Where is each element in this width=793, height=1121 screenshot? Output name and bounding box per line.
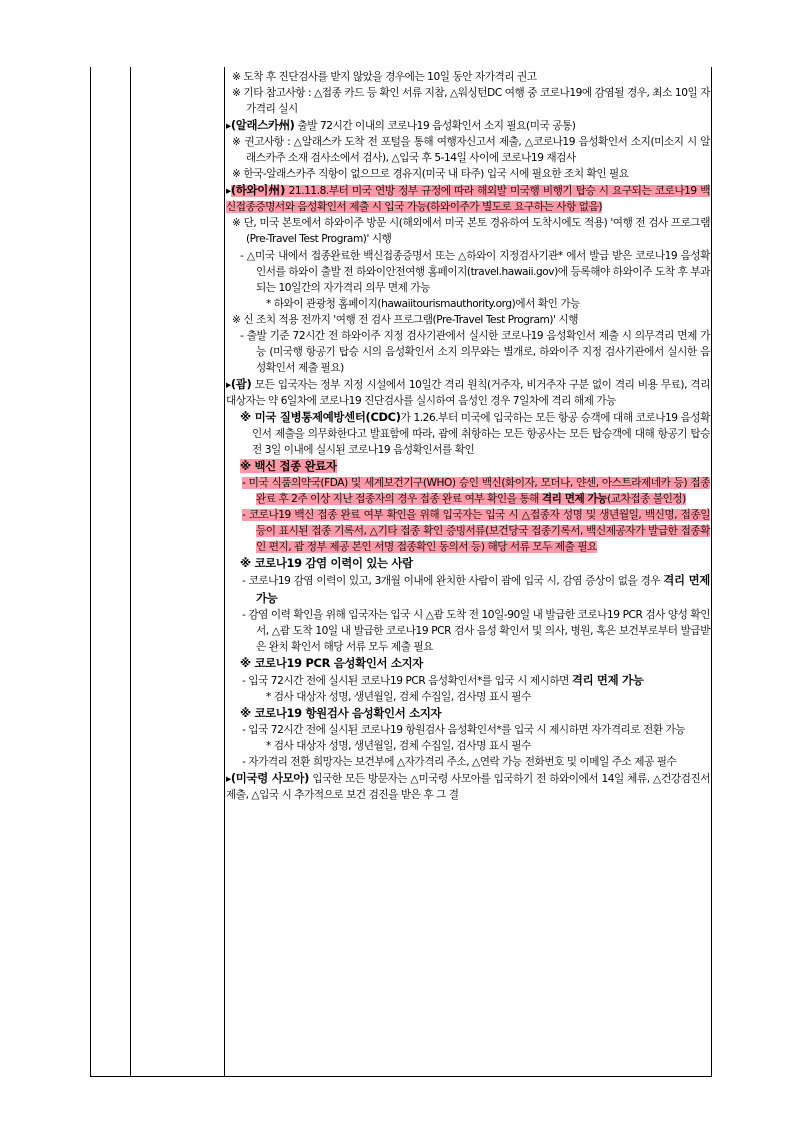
region-item-guam: ▸(괌) 모든 입국자는 정부 지정 시설에서 10일간 격리 원칙(거주자, 비거주자 구분 없이 격리 비용 무료), 격리 대상자는 약 6일차에 코로나19 진단검사를 실시하여 음성인 경우 7일차에 격리 해제 가능 — [226, 376, 710, 407]
column-divider-2 — [224, 67, 225, 1077]
section-heading-pcr: ※ 코로나19 PCR 음성확인서 소지자 — [240, 655, 424, 670]
footnote: * 검사 대상자 성명, 생년월일, 검체 수집일, 검사명 표시 필수 — [266, 739, 531, 752]
note-line: ※ 도착 후 진단검사를 받지 않았을 경우에는 10일 동안 자가격리 권고 — [232, 71, 537, 83]
footnote: * 하와이 관광청 홈페이지(hawaiitourismauthority.org)에서 확인 가능 — [266, 297, 580, 310]
sub-item: - 코로나19 백신 접종 완료 여부 확인을 위해 입국자는 입국 시 △접종자 성명 및 생년월일, 백신명, 접종일 등이 표시된 접종 기록서, △기타 접종 확인 증빙서류(보건당국 접종기록서, 백신제공자가 발급한 접종확인 편지, 괌 정부 제공 본인 서명 접종확인 동의서 등) 해당 서류 모두 제출 필요 — [242, 509, 710, 554]
note-line: ※ 한국-알래스카주 직항이 없으므로 경유지(미국 내 타주) 입국 시에 필요한 조치 확인 필요 — [232, 168, 629, 181]
column-divider-1 — [130, 67, 131, 1077]
region-item-alaska: ▸(알래스카州) 출발 72시간 이내의 코로나19 음성확인서 소지 필요(미국 공통) — [226, 118, 576, 133]
section-heading-infected: ※ 코로나19 감염 이력이 있는 사람 — [240, 556, 413, 571]
section-heading-vaccinated: ※ 백신 접종 완료자 — [240, 459, 337, 474]
note-line: ※ 기타 참고사항 : △접종 카드 등 확인 서류 지참, △워싱턴DC 여행 중 코로나19에 감염될 경우, 최소 10일 자가격리 실시 — [232, 87, 710, 116]
sub-item: - 출발 기준 72시간 전 하와이주 지정 검사기관에서 실시한 코로나19 음성확인서 제출 시 의무격리 면제 가능 (미국행 항공기 탑승 시의 음성확인서 소지 의무와는 별개로, 하와이주 지정 검사기관에서 실시한 음성확인서 제출 필요) — [240, 329, 710, 374]
cdc-note: ※ 미국 질병통제예방센터(CDC)가 1.26.부터 미국에 입국하는 모든 항공 승객에 대해 코로나19 음성확인서 제출을 의무화한다고 발표함에 따라, 괌에 취항하는 모든 항공사는 모든 탑승객에 대해 항공기 탑승 전 3일 이내에 실시된 코로나19 음성확인서를 확인 — [240, 409, 710, 457]
note-line: ※ 신 조치 적용 전까지 '여행 전 검사 프로그램(Pre-Travel Test Program)' 시행 — [232, 313, 578, 326]
sub-item: - 입국 72시간 전에 실시된 코로나19 항원검사 음성확인서*를 입국 시 제시하면 자가격리로 전환 가능 — [242, 723, 686, 736]
footnote: * 검사 대상자 성명, 생년월일, 검체 수집일, 검사명 표시 필수 — [266, 690, 531, 703]
region-item-hawaii: ▸(하와이州) 21.11.8.부터 미국 연방 정부 규정에 따라 해외발 미국행 비행기 탑승 시 요구되는 코로나19 백신접종증명서와 음성확인서 제출 시 입국 가능(하와이주가 별도로 요구하는 사항 없음) — [226, 183, 710, 214]
sub-item: - 자가격리 전환 희망자는 보건부에 △자가격리 주소, △연락 가능 전화번호 및 이메일 주소 제공 필수 — [242, 755, 677, 768]
region-item-american-samoa: ▸(미국령 사모아) 입국한 모든 방문자는 △미국령 사모아를 입국하기 전 하와이에서 14일 체류, △건강검진서 제출, △입국 시 추가적으로 보건 검진을 받은 후 그 결 — [226, 771, 711, 802]
sub-item: - 코로나19 감염 이력이 있고, 3개월 이내에 완치한 사람이 괌에 입국 시, 감염 증상이 없을 경우 격리 면제 가능 — [242, 573, 710, 605]
sub-item: - 미국 식품의약국(FDA) 및 세계보건기구(WHO) 승인 백신(화이자, 모더나, 얀센, 아스트라제네카 등) 접종 완료 후 2주 이상 지난 접종자의 경우 접종 완료 여부 확인을 통해 격리 면제 가능(교차접종 불인정) — [242, 477, 710, 506]
sub-item: - △미국 내에서 접종완료한 백신접종증명서 또는 △하와이 지정검사기관* 에서 발급 받은 코로나19 음성확인서를 하와이 출발 전 하와이안전여행 홈페이지(travel.hawaii.gov)에 등록해야 하와이주 도착 후 부과되는 10일간의 자가격리 의무 면제 가능 — [240, 249, 710, 294]
note-line: ※ 단, 미국 본토에서 하와이주 방문 시(해외에서 미국 본토 경유하여 도착시에도 적용) '여행 전 검사 프로그램(Pre-Travel Test Program)' 시행 — [232, 217, 710, 246]
sub-item: - 감염 이력 확인을 위해 입국자는 입국 시 △괌 도착 전 10일-90일 내 발급한 코로나19 PCR 검사 양성 확인서, △괌 도착 10일 내 발급한 코로나19 PCR 검사 음성 확인서 및 의사, 병원, 혹은 보건부로부터 발급받은 완치 확인서 해당 서류 모두 제출 필요 — [242, 608, 710, 653]
document-body — [226, 69, 710, 803]
note-line: ※ 권고사항 : △알래스카 도착 전 포털을 통해 여행자신고서 제출, △코로나19 음성확인서 소지(미소지 시 알래스카주 소재 검사소에서 검사), △입국 후 5-14일 사이에 코로나19 재검사 — [232, 136, 710, 165]
section-heading-antigen: ※ 코로나19 항원검사 음성확인서 소지자 — [240, 705, 442, 720]
sub-item: - 입국 72시간 전에 실시된 코로나19 PCR 음성확인서*를 입국 시 제시하면 격리 면제 가능 — [242, 672, 644, 687]
